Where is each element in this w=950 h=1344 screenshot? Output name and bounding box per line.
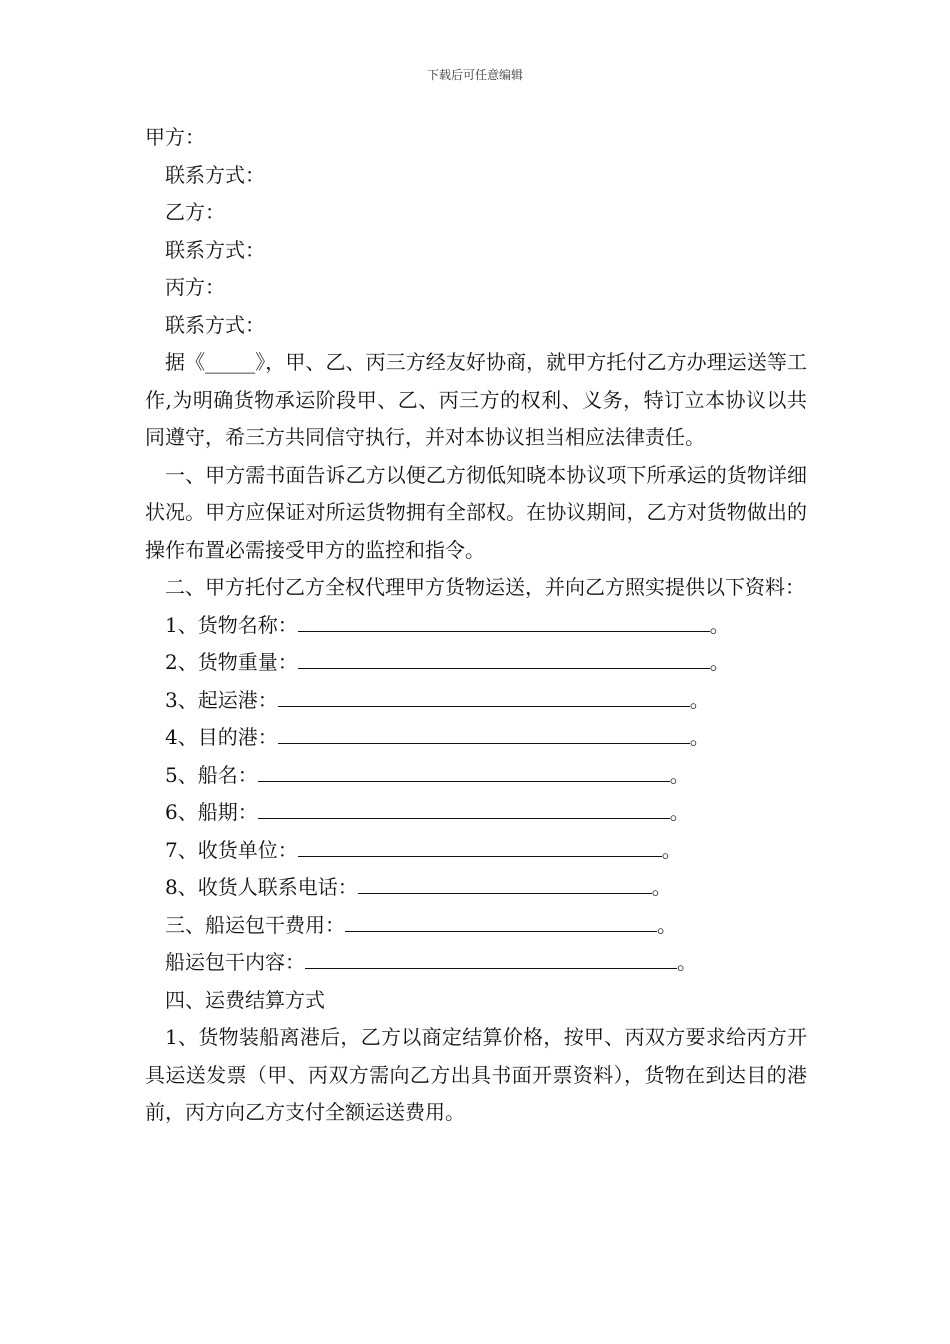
field-label: 8、收货人联系电话： [165,875,358,899]
field-end: 。 [669,800,690,824]
field-cargo-weight [145,644,807,682]
field-shipping-lump-sum-content [145,944,807,982]
field-end: 。 [689,687,710,712]
field-end: 。 [709,612,730,637]
fill-blank[interactable] [298,609,710,632]
fill-blank[interactable] [305,946,677,969]
field-label: 3、起运港： [165,687,278,712]
fill-blank[interactable] [278,684,690,707]
field-origin-port [145,682,807,720]
field-label: 2、货物重量： [165,650,298,674]
contract-body [145,119,807,1132]
party-bing-label: 丙方： [165,275,225,299]
clause-1-paragraph: 一、甲方需书面告诉乙方以便乙方彻低知晓本协议项下所承运的货物详细状况。甲方应保证对所运货物拥有全部权。在协议期间，乙方对货物做出的操作布置必需接受甲方的监控和指令。 [145,462,807,562]
fill-blank[interactable] [258,759,670,782]
page-header: 下载后可任意编辑 [426,68,523,82]
party-jia-contact-label: 联系方式： [165,162,265,187]
field-label: 三、船运包干费用： [165,912,345,937]
field-label: 4、目的港： [165,725,278,749]
field-consignee-phone [145,869,807,907]
field-ship-name [145,757,807,795]
field-label: 1、货物名称： [165,612,298,637]
fill-blank[interactable] [298,834,662,857]
field-label: 船运包干内容： [165,950,305,974]
field-shipping-lump-sum-fee [145,907,807,945]
fill-blank[interactable] [278,721,690,744]
clause-4-title: 四、运费结算方式 [165,987,325,1012]
fill-blank[interactable] [358,871,652,894]
field-end: 。 [689,725,710,749]
field-end: 。 [657,912,677,937]
party-jia-label: 甲方： [145,125,205,149]
clause-2-paragraph: 二、甲方托付乙方全权代理甲方货物运送，并向乙方照实提供以下资料： [165,575,805,599]
field-label: 7、收货单位： [165,837,298,862]
party-bing-contact-label: 联系方式： [165,312,265,337]
field-label: 5、船名： [165,762,258,787]
field-consignee [145,832,807,870]
clause-4-1-paragraph: 1、货物装船离港后，乙方以商定结算价格，按甲、丙双方要求给丙方开具运送发票（甲、丙双方需向乙方出具书面开票资料），货物在到达目的港前，丙方向乙方支付全额运送费用。 [145,1025,807,1124]
field-label: 6、船期： [165,800,258,824]
field-cargo-name [145,607,807,645]
field-end: 。 [677,950,697,974]
field-end: 。 [661,837,682,862]
field-ship-date [145,794,807,832]
fill-blank[interactable] [258,796,670,819]
party-yi-contact-label: 联系方式： [165,237,265,262]
party-yi-label: 乙方： [165,200,225,224]
field-end: 。 [709,650,730,674]
field-end: 。 [669,762,690,787]
field-destination-port [145,719,807,757]
intro-paragraph: 据《_____》，甲、乙、丙三方经友好协商，就甲方托付乙方办理运送等工作,为明确货物承运阶段甲、乙、丙三方的权利、义务，特订立本协议以共同遵守，希三方共同信守执行，并对本协议担当相应法律责任。 [145,350,807,449]
fill-blank[interactable] [298,646,710,669]
field-end: 。 [651,875,672,899]
fill-blank[interactable] [345,909,657,932]
